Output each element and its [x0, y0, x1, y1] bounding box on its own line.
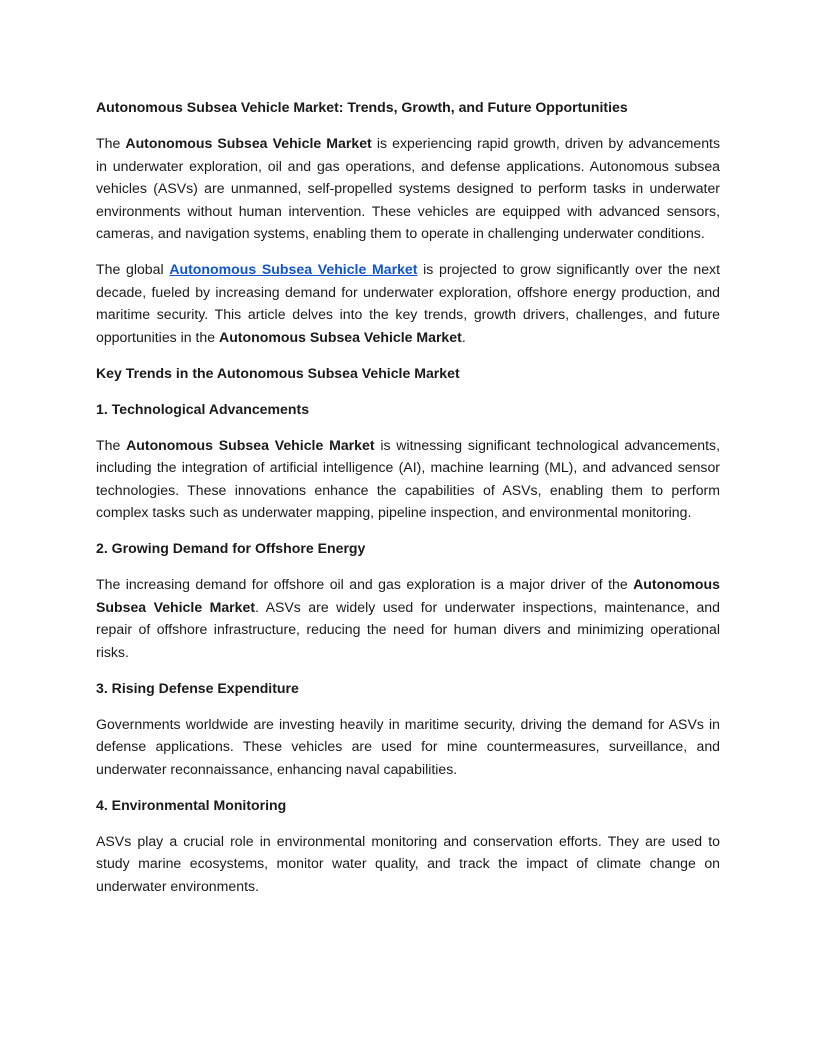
section-1-body — [96, 434, 720, 524]
document-page — [96, 96, 720, 911]
section-1-before: The — [96, 436, 127, 453]
intro-p1-after: is experiencing rapid growth, driven by advancements in underwater exploration, oil and gas operations, and defense applications. Autonomous subsea vehicles (ASVs) are unmanned, self-propelled systems designed to perform tasks in underwater environments without human intervention. These vehicles are equipped with advanced sensors, cameras, and navigation systems, enabling them to operate in challenging underwater conditions. — [96, 135, 721, 241]
key-trends-heading: Key Trends in the Autonomous Subsea Vehicle Market — [96, 364, 460, 381]
intro-p2-before: The global — [96, 261, 170, 277]
section-4-body: ASVs play a crucial role in environmental monitoring and conservation efforts. They are used to study marine ecosystems, monitor water quality, and track the impact of climate change on underwater environments. — [96, 832, 720, 894]
intro-p2-bold: Autonomous Subsea Vehicle Market — [219, 328, 462, 345]
section-3-heading: 3. Rising Defense Expenditure — [96, 679, 299, 696]
document-title: Autonomous Subsea Vehicle Market: Trends, Growth, and Future Opportunities — [96, 99, 628, 115]
section-1-heading: 1. Technological Advancements — [96, 400, 310, 417]
intro-p1-before: The — [96, 135, 126, 151]
section-2-before: The increasing demand for offshore oil and gas exploration is a major driver of the — [96, 576, 634, 592]
section-2-heading: 2. Growing Demand for Offshore Energy — [96, 540, 366, 556]
section-2-bold: Autonomous Subsea Vehicle Market — [96, 576, 720, 615]
section-2-after: . ASVs are widely used for underwater inspections, maintenance, and repair of offshore infrastructure, reducing the need for human divers and minimizing operational risks. — [96, 598, 720, 660]
intro-p1-bold: Autonomous Subsea Vehicle Market — [125, 135, 372, 151]
section-2-body — [96, 573, 720, 663]
intro-paragraph-1 — [96, 132, 720, 245]
market-link[interactable]: Autonomous Subsea Vehicle Market — [169, 261, 418, 277]
intro-paragraph-2 — [96, 258, 720, 348]
intro-p2-end: . — [461, 328, 466, 345]
section-1-after: is witnessing significant technological advancements, including the integration of artificial intelligence (AI), machine learning (ML), and advanced sensor technologies. These innovations enhance the capabilities of ASVs, enabling them to perform complex tasks such as underwater mapping, pipeline inspection, and environmental monitoring. — [96, 436, 721, 520]
section-1-bold: Autonomous Subsea Vehicle Market — [126, 436, 375, 453]
section-3-body: Governments worldwide are investing heavily in maritime security, driving the demand for ASVs in defense applications. These vehicles are used for mine countermeasures, surveillance, and underwater reconnaissance, enhancing naval capabilities. — [96, 715, 720, 777]
intro-p2-middle: is projected to grow significantly over the next decade, fueled by increasing demand for underwater exploration, offshore energy production, and maritime security. This article delves into the key trends, growth drivers, challenges, and future opportunities in the — [96, 261, 720, 345]
section-4-heading: 4. Environmental Monitoring — [96, 796, 287, 813]
